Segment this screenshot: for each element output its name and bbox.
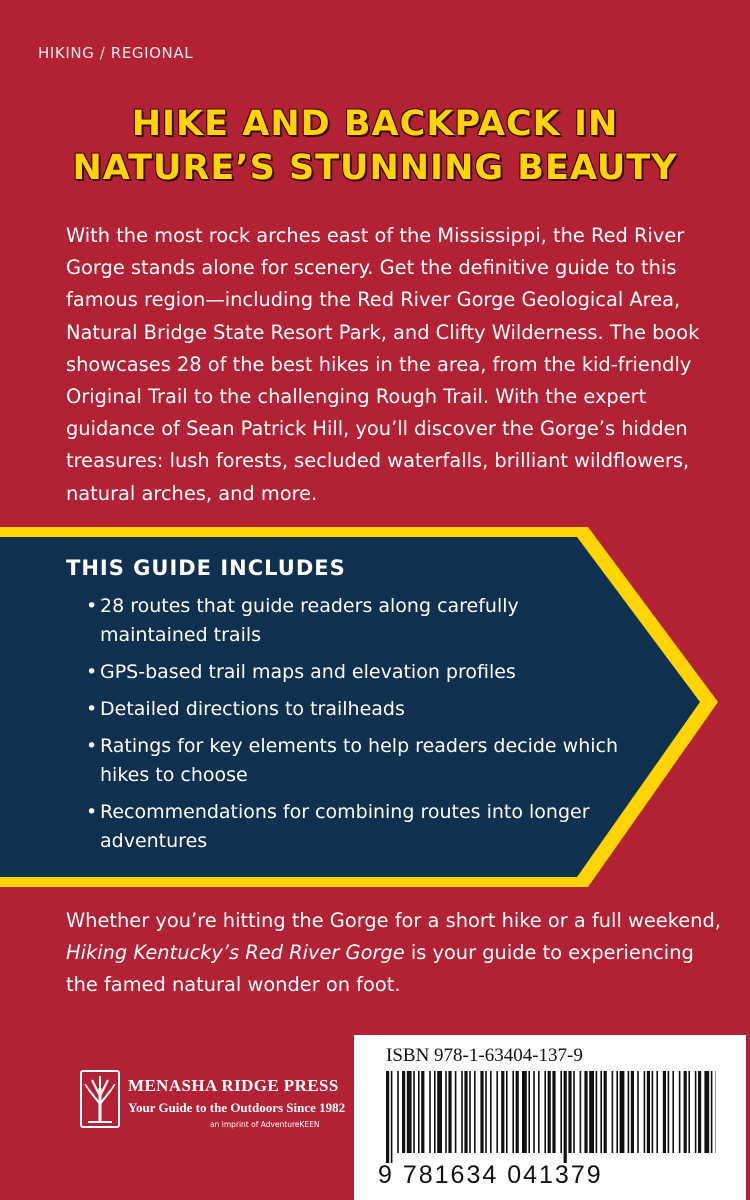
tree-icon bbox=[80, 1070, 120, 1128]
barcode-bar bbox=[672, 1071, 674, 1153]
barcode-bar bbox=[564, 1071, 567, 1163]
barcode-bar bbox=[464, 1071, 467, 1153]
barcode-bar bbox=[474, 1071, 476, 1153]
barcode-bar bbox=[580, 1071, 582, 1153]
guide-item-text: 28 routes that guide readers along carefully maintained trails bbox=[100, 595, 519, 646]
barcode-bar bbox=[544, 1071, 546, 1153]
barcode-bar bbox=[528, 1071, 530, 1153]
barcode-bar bbox=[631, 1071, 634, 1153]
barcode-bar bbox=[704, 1071, 709, 1153]
barcode-bar bbox=[552, 1071, 555, 1153]
barcode-bar bbox=[668, 1071, 670, 1153]
barcode-bar bbox=[644, 1071, 646, 1153]
barcode-bar bbox=[461, 1071, 463, 1153]
barcode-bar bbox=[548, 1071, 551, 1153]
barcode-bar bbox=[684, 1071, 687, 1153]
barcode-bar bbox=[596, 1071, 598, 1153]
barcode-bar bbox=[413, 1071, 415, 1153]
barcode-bar bbox=[455, 1071, 457, 1153]
barcode-bar bbox=[418, 1071, 420, 1153]
bullet-icon: • bbox=[86, 735, 98, 757]
bullet-icon: • bbox=[86, 595, 98, 617]
barcode-bar bbox=[480, 1071, 483, 1153]
bullet-icon: • bbox=[86, 698, 98, 720]
barcode-bar bbox=[490, 1071, 492, 1153]
barcode-bar bbox=[437, 1071, 442, 1153]
barcode-bar bbox=[711, 1071, 713, 1153]
barcode-block bbox=[354, 1035, 746, 1200]
guide-list-item bbox=[66, 695, 626, 724]
barcode-bar bbox=[538, 1071, 540, 1153]
barcode-bar bbox=[397, 1071, 399, 1153]
barcode-bar bbox=[637, 1071, 639, 1153]
barcode-bar bbox=[663, 1071, 666, 1153]
guide-list-item bbox=[66, 658, 626, 687]
barcode-bar bbox=[496, 1071, 498, 1153]
barcode-bar bbox=[386, 1071, 389, 1163]
barcode-bar bbox=[516, 1071, 519, 1153]
barcode-bar bbox=[560, 1071, 562, 1153]
barcode-bar bbox=[434, 1071, 436, 1153]
barcode-bar bbox=[533, 1071, 535, 1153]
publisher-tagline: Your Guide to the Outdoors Since 1982 bbox=[128, 1100, 346, 1115]
barcode-bar bbox=[501, 1071, 504, 1153]
guide-list bbox=[66, 592, 626, 856]
guide-list-item bbox=[66, 592, 626, 650]
headline-line-2: NATURE’S STUNNING BEAUTY bbox=[72, 148, 678, 188]
barcode-icon bbox=[386, 1071, 716, 1163]
publisher-name: MENASHA RIDGE PRESS bbox=[128, 1076, 339, 1095]
barcode-bar bbox=[407, 1071, 412, 1153]
barcode-bar bbox=[429, 1071, 431, 1153]
barcode-bar bbox=[522, 1071, 527, 1153]
outro-text-end: is your guide to experiencing the famed natural wonder on foot. bbox=[66, 941, 694, 996]
barcode-bar bbox=[448, 1071, 451, 1153]
guide-section bbox=[66, 556, 626, 864]
barcode-bar bbox=[485, 1071, 487, 1153]
guide-item-text: Ratings for key elements to help readers decide which hikes to choose bbox=[100, 735, 619, 786]
barcode-bar bbox=[679, 1071, 681, 1153]
headline-line-1: HIKE AND BACKPACK IN bbox=[131, 104, 619, 144]
intro-paragraph: With the most rock arches east of the Mississippi, the Red River Gorge stands alone for scenery. Get the definitive guide to this famous region—including the Red River Gorge Geological Area, Natural Bridge State Resort Park, and Clifty Wilderness. The book showcases 28 of the best hikes in the area, from the kid-friendly Original Trail to the challenging Rough Trail. With the expert guidance of Sean Patrick Hill, you’ll discover the Gorge’s hidden treasures: lush forests, secluded waterfalls, brilliant wildflowers, natural arches, and more. bbox=[66, 224, 700, 505]
barcode-bar bbox=[391, 1071, 393, 1163]
outro-paragraph bbox=[66, 905, 726, 1001]
guide-title: THIS GUIDE INCLUDES bbox=[66, 556, 346, 580]
publisher-imprint: an imprint of AdventureKEEN bbox=[210, 1120, 320, 1129]
barcode-bar bbox=[604, 1071, 607, 1153]
guide-list-item bbox=[66, 798, 626, 856]
barcode-bar bbox=[600, 1071, 602, 1153]
category-label: HIKING / REGIONAL bbox=[38, 44, 194, 62]
publisher-logo bbox=[80, 1070, 360, 1130]
barcode-bar bbox=[628, 1071, 630, 1153]
barcode-bar bbox=[421, 1071, 424, 1153]
barcode-bar bbox=[620, 1071, 625, 1153]
bullet-icon: • bbox=[86, 661, 98, 683]
barcode-bar bbox=[652, 1071, 654, 1153]
barcode-digits: 9 781634 041379 bbox=[378, 1161, 603, 1189]
barcode-bar bbox=[573, 1071, 575, 1153]
barcode-bar bbox=[512, 1071, 514, 1153]
barcode-bar bbox=[584, 1071, 587, 1153]
barcode-bar bbox=[506, 1071, 508, 1153]
guide-item-text: Detailed directions to trailheads bbox=[100, 698, 405, 720]
guide-list-item bbox=[66, 732, 626, 790]
barcode-bar bbox=[612, 1071, 614, 1153]
barcode-bar bbox=[402, 1071, 405, 1153]
barcode-bar bbox=[568, 1071, 571, 1153]
barcode-bar bbox=[698, 1071, 701, 1153]
barcode-bar bbox=[616, 1071, 618, 1153]
barcode-bar bbox=[589, 1071, 594, 1153]
barcode-bar bbox=[656, 1071, 658, 1153]
guide-item-text: GPS-based trail maps and elevation profiles bbox=[100, 661, 516, 683]
barcode-bar bbox=[469, 1071, 471, 1153]
outro-text-start: Whether you’re hitting the Gorge for a short hike or a full weekend, bbox=[66, 909, 721, 932]
barcode-bar bbox=[445, 1071, 447, 1153]
barcode-bar bbox=[688, 1071, 690, 1153]
barcode-bar bbox=[695, 1071, 697, 1153]
bullet-icon: • bbox=[86, 801, 98, 823]
book-title: Hiking Kentucky’s Red River Gorge bbox=[66, 941, 405, 964]
guide-item-text: Recommendations for combining routes into longer adventures bbox=[100, 801, 590, 852]
headline bbox=[0, 102, 750, 190]
barcode-bar bbox=[647, 1071, 650, 1153]
isbn-label: ISBN 978-1-63404-137-9 bbox=[386, 1045, 583, 1066]
